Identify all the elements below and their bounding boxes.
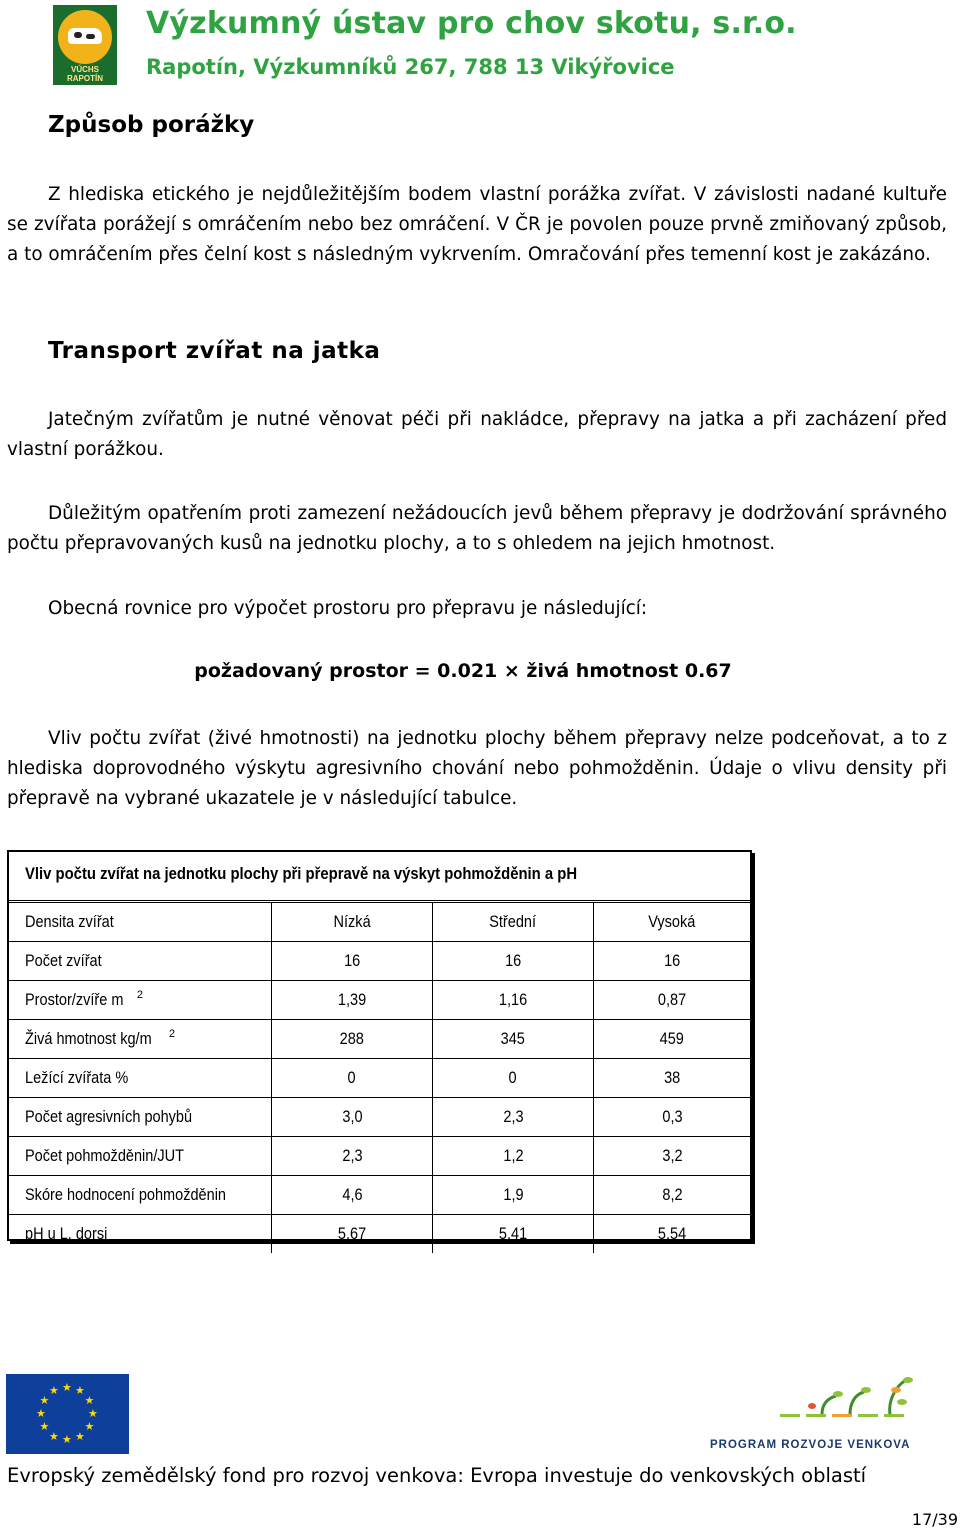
table-cell: 345 (500, 1030, 526, 1048)
star-icon: ★ (75, 1384, 85, 1398)
row-label: Skóre hodnocení pohmožděnin (25, 1186, 227, 1204)
table-cell: 0,3 (661, 1108, 683, 1126)
transport-heading: Transport zvířat na jatka (48, 338, 381, 364)
star-icon: ★ (39, 1420, 50, 1433)
row-label-superscript: 2 (168, 1028, 176, 1040)
table-cell: 0 (347, 1069, 357, 1087)
star-icon: ★ (84, 1420, 95, 1433)
cow-icon (68, 28, 102, 44)
table-row (9, 1098, 750, 1137)
slaughter-paragraph: Z hlediska etického je nejdůležitějším bodem vlastní porážka zvířat. V závislosti nadané kultuře se zvířata porážejí s omráčením nebo bez omráčení. V ČR je povolen pouze prvně zmiňovaný způsob, a to omráčením přes čelní kost s následným vykrvením. Omračování přes temenní kost je zakázáno. (7, 184, 947, 265)
table-row (9, 1176, 750, 1215)
density-table (7, 850, 752, 1241)
table-cell: 2,3 (341, 1147, 363, 1165)
header-cell: Střední (489, 913, 537, 931)
row-label: Živá hmotnost kg/m (25, 1030, 152, 1048)
table-grid (9, 903, 750, 1253)
logo-text: VÚCHS RAPOTÍN (67, 65, 103, 83)
table-cell: 1,16 (498, 991, 528, 1009)
table-row (9, 1215, 750, 1253)
table-cell: 5,67 (337, 1225, 367, 1243)
table-cell: 0 (508, 1069, 518, 1087)
table-cell: 2,3 (502, 1108, 524, 1126)
table-cell: 1,2 (502, 1147, 524, 1165)
rural-development-logo (710, 1376, 918, 1452)
star-icon: ★ (49, 1384, 59, 1398)
row-label: Prostor/zvíře m (25, 991, 124, 1009)
star-icon: ★ (39, 1394, 50, 1407)
table-header-row (9, 903, 750, 942)
table-cell: 1,9 (502, 1186, 524, 1204)
table-cell: 459 (659, 1030, 685, 1048)
rural-development-label: PROGRAM ROZVOJE VENKOVA (710, 1439, 911, 1451)
institute-address: Rapotín, Výzkumníků 267, 788 13 Vikýřovice (146, 55, 675, 79)
table-cell: 16 (663, 952, 681, 970)
table-cell: 16 (504, 952, 522, 970)
page-number: 17/39 (911, 1510, 958, 1529)
star-icon: ★ (84, 1394, 95, 1407)
table-row (9, 942, 750, 981)
table-row (9, 981, 750, 1020)
slaughter-heading: Způsob porážky (48, 112, 255, 138)
table-row (9, 1020, 750, 1059)
table-cell: 3,2 (661, 1147, 683, 1165)
table-cell: 16 (343, 952, 361, 970)
transport-paragraph-3: Obecná rovnice pro výpočet prostoru pro přepravu je následující: (48, 598, 648, 619)
table-row (9, 1137, 750, 1176)
institute-title: Výzkumný ústav pro chov skotu, s.r.o. (146, 6, 797, 41)
row-label: Počet pohmožděnin/JUT (25, 1147, 185, 1165)
transport-paragraph-2: Důležitým opatřením proti zamezení nežádoucích jevů během přepravy je dodržování správného počtu přepravovaných kusů na jednotku plochy, a to s ohledem na jejich hmotnost. (7, 503, 947, 554)
header-cell: Nízká (333, 913, 371, 931)
space-formula: požadovaný prostor = 0.021 × živá hmotnost 0.67 (194, 660, 732, 682)
star-icon: ★ (88, 1407, 98, 1420)
row-label: Počet zvířat (25, 952, 102, 970)
row-label: pH u L. dorsi (25, 1225, 108, 1243)
star-icon: ★ (75, 1429, 85, 1443)
sprout-icon (710, 1376, 918, 1436)
star-icon: ★ (49, 1429, 59, 1443)
star-icon: ★ (62, 1433, 72, 1446)
eu-flag-icon (6, 1374, 129, 1454)
header-cell: Densita zvířat (25, 913, 114, 931)
table-cell: 5,54 (657, 1225, 687, 1243)
transport-paragraph-1: Jatečným zvířatům je nutné věnovat péči při nakládce, přepravy na jatka a při zacházení před vlastní porážkou. (7, 409, 947, 460)
row-label: Počet agresivních pohybů (25, 1108, 193, 1126)
star-icon: ★ (36, 1407, 46, 1420)
row-label-superscript: 2 (136, 989, 143, 1001)
table-cell: 5,41 (498, 1225, 528, 1243)
table-cell: 288 (339, 1030, 365, 1048)
table-cell: 4,6 (341, 1186, 363, 1204)
table-cell: 0,87 (657, 991, 687, 1009)
row-label: Ležící zvířata % (25, 1069, 129, 1087)
footer-text: Evropský zemědělský fond pro rozvoj venkova: Evropa investuje do venkovských oblastí (7, 1464, 867, 1487)
table-caption: Vliv počtu zvířat na jednotku plochy při přepravě na výskyt pohmožděnin a pH (9, 852, 750, 903)
transport-paragraph-4: Vliv počtu zvířat (živé hmotnosti) na jednotku plochy během přepravy nelze podceňovat, a to z hlediska doprovodného výskytu agresivního chování nebo pohmožděnin. Údaje o vlivu density při přepravě na vybrané ukazatele je v následující tabulce. (7, 728, 947, 809)
table-row (9, 1059, 750, 1098)
institute-logo (53, 5, 117, 85)
star-icon: ★ (62, 1381, 72, 1394)
header-cell: Vysoká (648, 913, 696, 931)
table-cell: 8,2 (661, 1186, 683, 1204)
table-cell: 38 (663, 1069, 681, 1087)
table-cell: 1,39 (337, 991, 367, 1009)
table-cell: 3,0 (341, 1108, 363, 1126)
